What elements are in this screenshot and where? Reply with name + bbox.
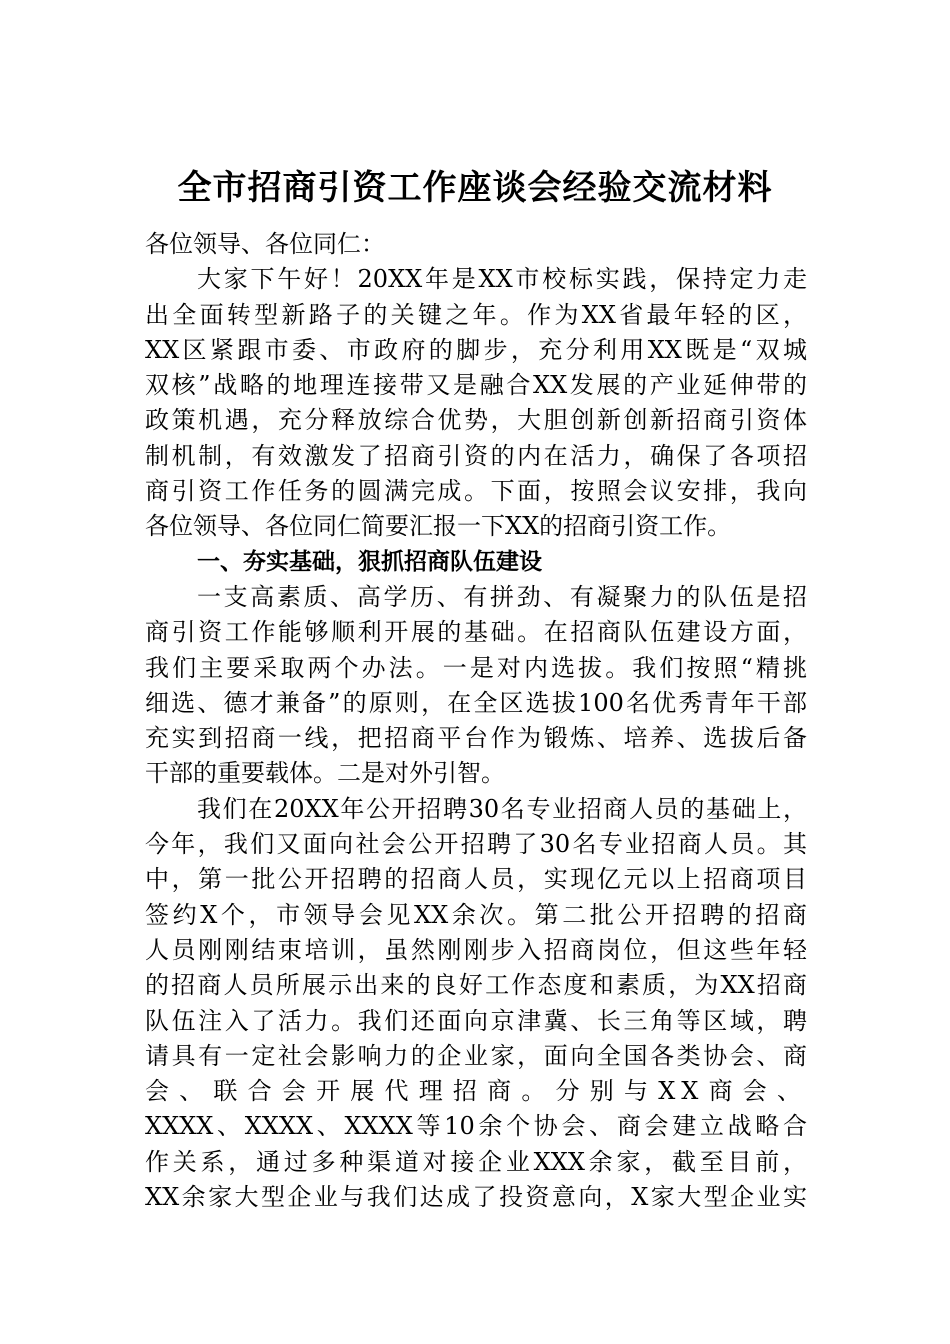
salutation: 各位领导、各位同仁：: [145, 230, 385, 258]
document-title: 全市招商引资工作座谈会经验交流材料: [177, 168, 773, 208]
text-line: 充实到招商一线，把招商平台作为锻炼、培养、选拔后备: [145, 724, 807, 753]
text-line: 的招商人员所展示出来的良好工作态度和素质，为XX招商: [145, 971, 807, 1000]
text-line: 我们在20XX年公开招聘30名专业招商人员的基础上，: [197, 794, 807, 823]
text-line: 商引资工作能够顺利开展的基础。在招商队伍建设方面，: [145, 618, 807, 647]
text-line: 作关系，通过多种渠道对接企业XXX余家，截至目前，: [145, 1147, 807, 1176]
text-line: 我们主要采取两个办法。一是对内选拔。我们按照“精挑: [145, 653, 807, 682]
text-line: 商引资工作任务的圆满完成。下面，按照会议安排，我向: [145, 477, 807, 506]
text-line: 会、联合会开展代理招商。分别与XX商会、: [145, 1077, 807, 1106]
text-line: 请具有一定社会影响力的企业家，面向全国各类协会、商: [145, 1041, 807, 1070]
text-line: 细选、德才兼备”的原则，在全区选拔100名优秀青年干部: [145, 688, 807, 717]
text-line: 各位领导、各位同仁简要汇报一下XX的招商引资工作。: [145, 512, 732, 541]
text-line: 今年，我们又面向社会公开招聘了30名专业招商人员。其: [145, 830, 807, 859]
text-line: XX区紧跟市委、市政府的脚步，充分利用XX既是“双城: [145, 335, 807, 364]
paragraph-2: [145, 580, 807, 792]
document-body: [145, 227, 807, 1215]
text-line: 双核”战略的地理连接带又是融合XX发展的产业延伸带的: [145, 371, 807, 400]
text-line: 政策机遇，充分释放综合优势，大胆创新创新招商引资体: [145, 406, 807, 435]
text-line: 出全面转型新路子的关键之年。作为XX省最年轻的区，: [145, 300, 807, 329]
text-line: XXXX、XXXX、XXXX等10余个协会、商会建立战略合: [145, 1112, 807, 1141]
paragraph-3: [145, 792, 807, 1216]
paragraph-1: [145, 262, 807, 544]
text-line: 中，第一批公开招聘的招商人员，实现亿元以上招商项目: [145, 865, 807, 894]
text-line: 一支高素质、高学历、有拼劲、有凝聚力的队伍是招: [197, 582, 807, 611]
text-line: 制机制，有效激发了招商引资的内在活力，确保了各项招: [145, 441, 807, 470]
text-line: XX余家大型企业与我们达成了投资意向，X家大型企业实: [145, 1183, 807, 1212]
text-line: 人员刚刚结束培训，虽然刚刚步入招商岗位，但这些年轻: [145, 935, 807, 964]
section-heading: 一、夯实基础，狠抓招商队伍建设: [197, 548, 542, 575]
text-line: 干部的重要载体。二是对外引智。: [145, 759, 505, 788]
text-line: 大家下午好！20XX年是XX市校标实践，保持定力走: [197, 265, 807, 294]
text-line: 签约X个，市领导会见XX余次。第二批公开招聘的招商: [145, 900, 807, 929]
text-line: 队伍注入了活力。我们还面向京津冀、长三角等区域，聘: [145, 1006, 807, 1035]
